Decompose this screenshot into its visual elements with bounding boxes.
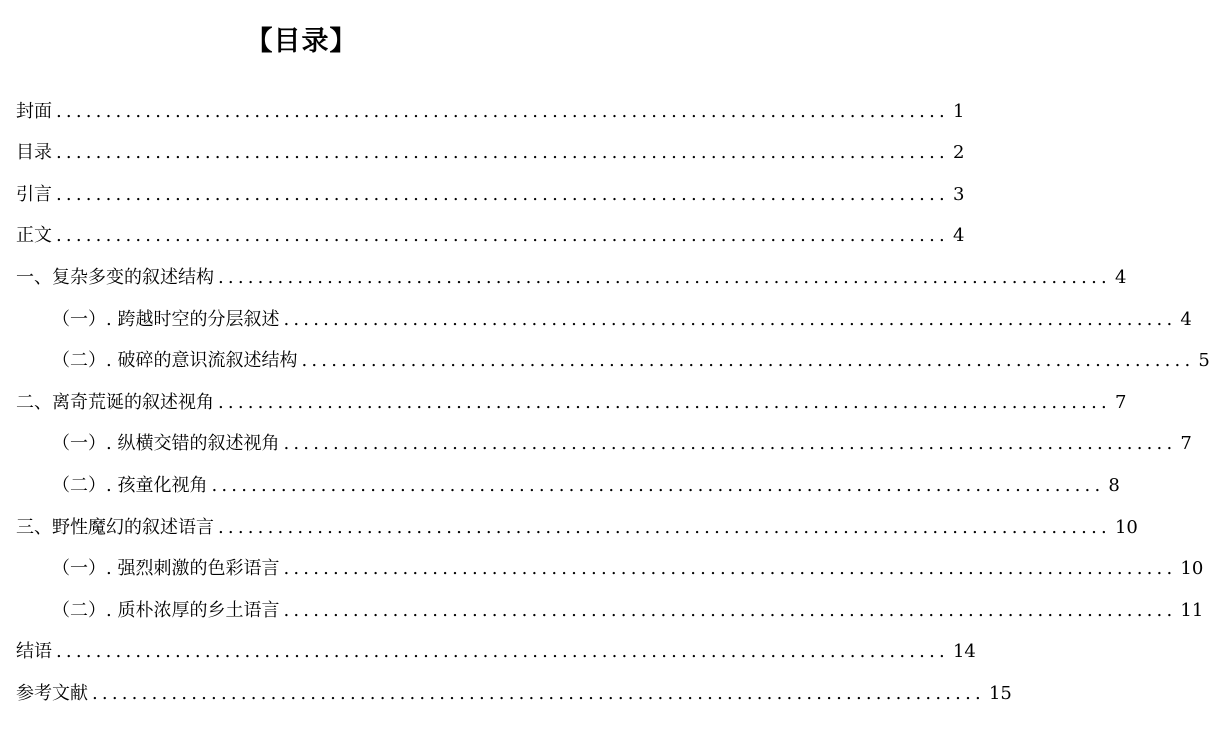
toc-leader-dots: .......................................................................................... [283, 308, 1177, 330]
page-title: 【目录】 [245, 26, 358, 57]
toc-entry[interactable] [16, 547, 1204, 589]
toc-entry[interactable] [16, 505, 1138, 547]
toc-page-number: 11 [1180, 599, 1204, 621]
toc-entry[interactable] [16, 255, 1127, 297]
toc-entry-title: 参考文献 [16, 682, 88, 704]
toc-page-number: 5 [1198, 350, 1210, 372]
toc-entry-title: （一）. 纵横交错的叙述视角 [52, 433, 280, 455]
toc-page-number: 4 [1114, 266, 1127, 288]
toc-entry[interactable] [16, 214, 965, 256]
toc-page-number: 4 [952, 225, 965, 247]
toc-page-number: 15 [988, 682, 1012, 704]
toc-leader-dots: .......................................................................................... [56, 225, 949, 247]
toc-entry-title: （二）. 破碎的意识流叙述结构 [52, 350, 298, 372]
toc-page-number: 7 [1114, 391, 1127, 413]
toc-page-number: 3 [952, 183, 965, 205]
toc-entry[interactable] [16, 588, 1204, 630]
toc-leader-dots: .......................................................................................... [283, 558, 1177, 580]
toc-leader-dots: .......................................................................................... [283, 433, 1177, 455]
table-of-contents [16, 89, 1210, 713]
toc-entry[interactable] [16, 422, 1192, 464]
toc-entry[interactable] [16, 172, 965, 214]
toc-leader-dots: .......................................................................................... [56, 100, 949, 122]
toc-entry-title: 三、野性魔幻的叙述语言 [16, 516, 214, 538]
toc-entry-title: （一）. 强烈刺激的色彩语言 [52, 558, 280, 580]
toc-leader-dots: .......................................................................................... [218, 266, 1111, 288]
toc-entry-title: 引言 [16, 183, 52, 205]
toc-leader-dots: .......................................................................................... [218, 391, 1111, 413]
toc-entry-title: （一）. 跨越时空的分层叙述 [52, 308, 280, 330]
toc-page-number: 14 [952, 641, 976, 663]
toc-page-number: 10 [1180, 558, 1204, 580]
toc-leader-dots: .......................................................................................... [92, 682, 985, 704]
toc-entry[interactable] [16, 671, 1012, 713]
toc-leader-dots: .......................................................................................... [301, 350, 1195, 372]
toc-page-number: 8 [1108, 474, 1120, 496]
toc-page-number: 4 [1180, 308, 1192, 330]
toc-leader-dots: .......................................................................................... [56, 641, 949, 663]
toc-entry[interactable] [16, 463, 1120, 505]
toc-leader-dots: .......................................................................................... [56, 142, 949, 164]
toc-page-number: 2 [952, 142, 965, 164]
toc-page-number: 10 [1114, 516, 1138, 538]
toc-entry-title: 正文 [16, 225, 52, 247]
toc-leader-dots: .......................................................................................... [56, 183, 949, 205]
toc-entry-title: 目录 [16, 142, 52, 164]
toc-entry[interactable] [16, 131, 965, 173]
toc-entry[interactable] [16, 630, 976, 672]
toc-entry-title: 二、离奇荒诞的叙述视角 [16, 391, 214, 413]
toc-entry-title: 封面 [16, 100, 52, 122]
toc-entry-title: （二）. 孩童化视角 [52, 474, 208, 496]
toc-leader-dots: .......................................................................................... [283, 599, 1177, 621]
toc-entry-title: （二）. 质朴浓厚的乡土语言 [52, 599, 280, 621]
toc-entry-title: 结语 [16, 641, 52, 663]
toc-entry[interactable] [16, 380, 1127, 422]
toc-entry[interactable] [16, 89, 965, 131]
toc-leader-dots: .......................................................................................... [211, 474, 1105, 496]
toc-leader-dots: .......................................................................................... [218, 516, 1111, 538]
toc-page-number: 1 [952, 100, 965, 122]
toc-page-number: 7 [1180, 433, 1192, 455]
toc-entry[interactable] [16, 297, 1192, 339]
toc-entry-title: 一、复杂多变的叙述结构 [16, 266, 214, 288]
toc-entry[interactable] [16, 339, 1210, 381]
